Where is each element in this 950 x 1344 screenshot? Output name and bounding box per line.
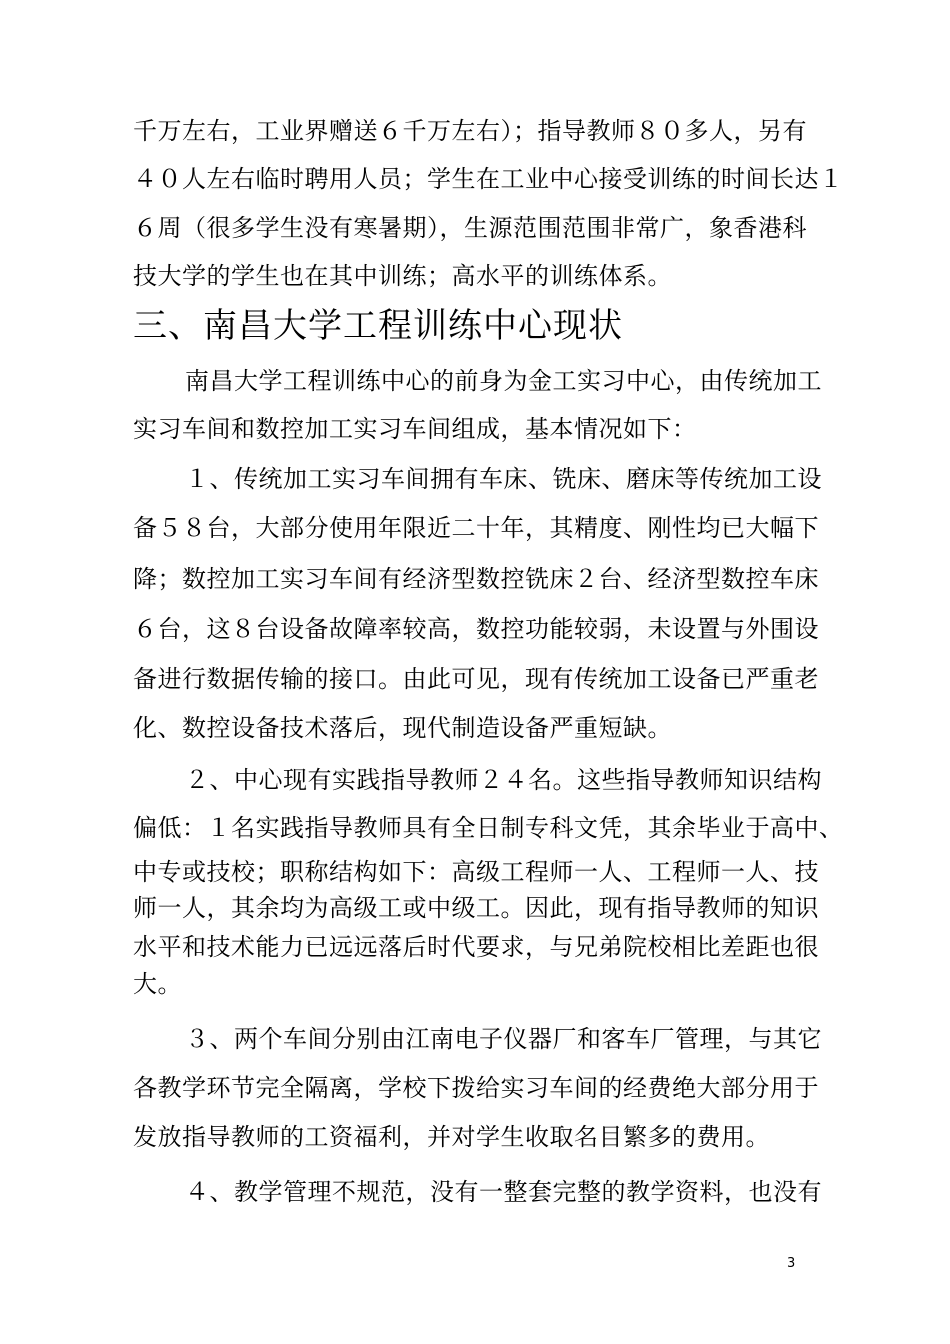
body-text-line: ６台，这８台设备故障率较高，数控功能较弱，未设置与外围设 bbox=[133, 615, 819, 643]
body-text-line: 降；数控加工实习车间有经济型数控铣床２台、经济型数控车床 bbox=[133, 565, 819, 593]
body-text-line: 大。 bbox=[133, 970, 182, 998]
list-item-first-line: ３、两个车间分别由江南电子仪器厂和客车厂管理，与其它 bbox=[185, 1025, 822, 1053]
body-text-line: 备进行数据传输的接口。由此可见，现有传统加工设备已严重老 bbox=[133, 665, 819, 693]
body-text-line: 偏低：１名实践指导教师具有全日制专科文凭，其余毕业于高中、 bbox=[133, 814, 844, 842]
section-heading: 三、南昌大学工程训练中心现状 bbox=[133, 306, 623, 346]
body-text-line: ４０人左右临时聘用人员；学生在工业中心接受训练的时间长达１ bbox=[133, 165, 844, 193]
body-text-line: 技大学的学生也在其中训练；高水平的训练体系。 bbox=[133, 262, 672, 290]
body-text-line: 千万左右，工业界赠送６千万左右）；指导教师８０多人，另有 bbox=[133, 117, 807, 145]
body-text-line: ６周（很多学生没有寒暑期），生源范围范围非常广，象香港科 bbox=[133, 214, 807, 242]
body-text-line: 水平和技术能力已远远落后时代要求，与兄弟院校相比差距也很 bbox=[133, 933, 819, 961]
body-text-line: 发放指导教师的工资福利，并对学生收取名目繁多的费用。 bbox=[133, 1123, 770, 1151]
page-number: 3 bbox=[787, 1256, 796, 1271]
list-item-first-line: １、传统加工实习车间拥有车床、铣床、磨床等传统加工设 bbox=[185, 465, 822, 493]
body-text-line: 实习车间和数控加工实习车间组成，基本情况如下： bbox=[133, 415, 697, 443]
body-text-line: 化、数控设备技术落后，现代制造设备严重短缺。 bbox=[133, 714, 672, 742]
body-text-line: 中专或技校；职称结构如下：高级工程师一人、工程师一人、技 bbox=[133, 858, 819, 886]
list-item-first-line: ２、中心现有实践指导教师２４名。这些指导教师知识结构 bbox=[185, 766, 822, 794]
body-text-line: 备５８台，大部分使用年限近二十年，其精度、刚性均已大幅下 bbox=[133, 514, 819, 542]
body-text-line: 师一人，其余均为高级工或中级工。因此，现有指导教师的知识 bbox=[133, 894, 819, 922]
body-text-line: 各教学环节完全隔离，学校下拨给实习车间的经费绝大部分用于 bbox=[133, 1074, 819, 1102]
list-item-first-line: ４、教学管理不规范，没有一整套完整的教学资料，也没有 bbox=[185, 1178, 822, 1206]
paragraph-first-line: 南昌大学工程训练中心的前身为金工实习中心，由传统加工 bbox=[185, 367, 822, 395]
